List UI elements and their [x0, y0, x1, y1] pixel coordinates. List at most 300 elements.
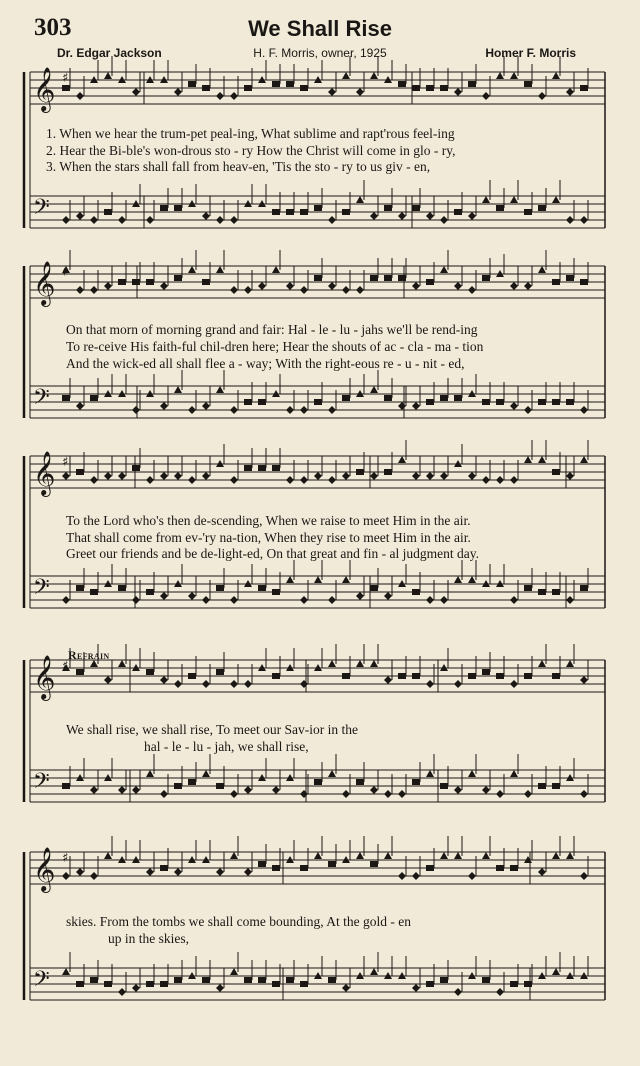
- shape-note: [440, 266, 448, 273]
- shape-note: [328, 660, 336, 667]
- shape-note: [524, 81, 532, 87]
- shape-note: [160, 205, 168, 211]
- shape-note: [440, 395, 448, 401]
- shape-note: [216, 669, 224, 675]
- sharp-icon: ♯: [62, 455, 69, 470]
- shape-note: [510, 402, 518, 410]
- lyric-line: Greet our friends and be de-light-ed, On that great and fin - al judgment day.: [66, 546, 479, 561]
- composer-credit: Homer F. Morris: [485, 46, 576, 60]
- shape-note: [426, 85, 434, 91]
- shape-note: [62, 968, 70, 975]
- shape-note: [76, 669, 84, 675]
- shape-note: [468, 673, 476, 679]
- shape-note: [370, 472, 378, 480]
- shape-note: [510, 981, 518, 987]
- shape-note: [300, 790, 308, 798]
- shape-note: [426, 212, 434, 220]
- shape-note: [370, 275, 378, 281]
- shape-note: [300, 680, 308, 688]
- shape-note: [118, 216, 126, 224]
- shape-note: [118, 988, 126, 996]
- shape-note: [76, 286, 84, 294]
- shape-note: [160, 676, 168, 684]
- shape-note: [160, 592, 168, 600]
- shape-note: [202, 85, 210, 91]
- shape-note: [440, 596, 448, 604]
- treble-clef-icon: 𝄞: [33, 451, 56, 495]
- shape-note: [146, 770, 154, 777]
- shape-note: [272, 865, 280, 871]
- shape-note: [118, 660, 126, 667]
- shape-note: [132, 596, 140, 604]
- shape-note: [496, 988, 504, 996]
- shape-note: [538, 589, 546, 595]
- shape-note: [188, 673, 196, 679]
- shape-note: [286, 576, 294, 583]
- lyric-line: skies. From the tombs we shall come bounding, At the gold - en: [66, 914, 411, 929]
- shape-note: [552, 196, 560, 203]
- shape-note: [412, 402, 420, 410]
- shape-note: [174, 205, 182, 211]
- shape-note: [524, 406, 532, 414]
- shape-note: [482, 669, 490, 675]
- shape-note: [272, 673, 280, 679]
- shape-note: [328, 216, 336, 224]
- shape-note: [160, 402, 168, 410]
- shape-note: [356, 852, 364, 859]
- bass-clef-icon: 𝄢: [33, 385, 50, 415]
- shape-note: [482, 476, 490, 484]
- shape-note: [342, 790, 350, 798]
- shape-note: [412, 872, 420, 880]
- shape-note: [468, 286, 476, 294]
- shape-note: [230, 216, 238, 224]
- shape-note: [62, 216, 70, 224]
- shape-note: [314, 205, 322, 211]
- shape-note: [76, 585, 84, 591]
- shape-note: [76, 469, 84, 475]
- shape-note: [244, 868, 252, 876]
- shape-note: [244, 399, 252, 405]
- shape-note: [244, 286, 252, 294]
- shape-note: [202, 977, 210, 983]
- shape-note: [398, 81, 406, 87]
- shape-note: [356, 88, 364, 96]
- shape-note: [132, 279, 140, 285]
- shape-note: [538, 660, 546, 667]
- shape-note: [216, 984, 224, 992]
- shape-note: [202, 472, 210, 480]
- shape-note: [356, 779, 364, 785]
- shape-note: [342, 209, 350, 215]
- shape-note: [90, 872, 98, 880]
- shape-note: [244, 680, 252, 688]
- shape-note: [216, 266, 224, 273]
- lyric-line: And the wick-ed all shall flee a - way; With the right-eous re - u - nit - ed,: [66, 356, 465, 371]
- shape-note: [160, 865, 168, 871]
- shape-note: [440, 216, 448, 224]
- shape-note: [286, 282, 294, 290]
- lyric-line: To re-ceive His faith-ful chil-dren here; Hear the shouts of ac - cla - ma - tion: [66, 339, 484, 354]
- shape-note: [426, 472, 434, 480]
- shape-note: [384, 395, 392, 401]
- shape-note: [398, 212, 406, 220]
- shape-note: [468, 576, 476, 583]
- shape-note: [356, 592, 364, 600]
- shape-note: [454, 988, 462, 996]
- shape-note: [146, 589, 154, 595]
- shape-note: [76, 402, 84, 410]
- shape-note: [496, 476, 504, 484]
- shape-note: [342, 72, 350, 79]
- shape-note: [552, 469, 560, 475]
- shape-note: [552, 783, 560, 789]
- shape-note: [342, 395, 350, 401]
- shape-note: [412, 984, 420, 992]
- shape-note: [482, 92, 490, 100]
- shape-note: [384, 852, 392, 859]
- shape-note: [342, 984, 350, 992]
- shape-note: [314, 779, 322, 785]
- shape-note: [510, 282, 518, 290]
- shape-note: [426, 865, 434, 871]
- shape-note: [538, 868, 546, 876]
- shape-note: [118, 585, 126, 591]
- shape-note: [580, 790, 588, 798]
- treble-clef-icon: 𝄞: [33, 67, 56, 111]
- shape-note: [132, 984, 140, 992]
- shape-note: [146, 669, 154, 675]
- shape-note: [440, 852, 448, 859]
- shape-note: [482, 399, 490, 405]
- shape-note: [174, 868, 182, 876]
- shape-note: [328, 406, 336, 414]
- shape-note: [244, 465, 252, 471]
- shape-note: [398, 402, 406, 410]
- shape-note: [174, 88, 182, 96]
- shape-note: [62, 783, 70, 789]
- shape-note: [328, 596, 336, 604]
- shape-note: [440, 977, 448, 983]
- shape-note: [566, 216, 574, 224]
- shape-note: [538, 783, 546, 789]
- shape-note: [482, 977, 490, 983]
- shape-note: [454, 852, 462, 859]
- shape-note: [454, 88, 462, 96]
- shape-note: [342, 673, 350, 679]
- shape-note: [258, 861, 266, 867]
- shape-note: [412, 85, 420, 91]
- shape-note: [552, 279, 560, 285]
- shape-note: [328, 861, 336, 867]
- shape-note: [370, 386, 378, 393]
- shape-note: [384, 592, 392, 600]
- shape-note: [258, 465, 266, 471]
- shape-note: [384, 205, 392, 211]
- shape-note: [314, 576, 322, 583]
- shape-note: [188, 266, 196, 273]
- shape-note: [76, 212, 84, 220]
- shape-note: [524, 673, 532, 679]
- shape-note: [118, 472, 126, 480]
- shape-note: [314, 472, 322, 480]
- shape-note: [510, 72, 518, 79]
- shape-note: [160, 981, 168, 987]
- shape-note: [104, 852, 112, 859]
- shape-note: [454, 576, 462, 583]
- refrain-label: Refrain: [68, 648, 110, 662]
- shape-note: [146, 216, 154, 224]
- shape-note: [230, 92, 238, 100]
- shape-note: [370, 72, 378, 79]
- shape-note: [538, 92, 546, 100]
- shape-note: [370, 585, 378, 591]
- shape-note: [258, 977, 266, 983]
- shape-note: [566, 399, 574, 405]
- shape-note: [230, 406, 238, 414]
- shape-note: [580, 85, 588, 91]
- shape-note: [76, 981, 84, 987]
- shape-note: [524, 209, 532, 215]
- shape-note: [328, 977, 336, 983]
- shape-note: [356, 196, 364, 203]
- shape-note: [300, 406, 308, 414]
- shape-note: [496, 72, 504, 79]
- shape-note: [216, 386, 224, 393]
- shape-note: [580, 585, 588, 591]
- shape-note: [104, 209, 112, 215]
- shape-note: [202, 279, 210, 285]
- shape-note: [384, 676, 392, 684]
- shape-note: [566, 852, 574, 859]
- shape-note: [552, 399, 560, 405]
- shape-note: [216, 783, 224, 789]
- lyric-line: That shall come from ev-'ry na-tion, When they rise to meet Him in the air.: [66, 530, 471, 545]
- shape-note: [426, 399, 434, 405]
- shape-note: [160, 282, 168, 290]
- shape-note: [188, 592, 196, 600]
- shape-note: [510, 865, 518, 871]
- shape-note: [188, 406, 196, 414]
- shape-note: [230, 476, 238, 484]
- bass-clef-icon: 𝄢: [33, 967, 50, 997]
- shape-note: [440, 472, 448, 480]
- shape-note: [230, 286, 238, 294]
- shape-note: [300, 865, 308, 871]
- shape-note: [426, 981, 434, 987]
- shape-note: [580, 406, 588, 414]
- shape-note: [300, 209, 308, 215]
- shape-note: [426, 680, 434, 688]
- shape-note: [300, 596, 308, 604]
- shape-note: [132, 465, 140, 471]
- lyric-line: 1. When we hear the trum-pet peal-ing, What sublime and rapt'rous feel-ing: [46, 126, 455, 141]
- shape-note: [580, 676, 588, 684]
- shape-note: [384, 275, 392, 281]
- lyric-line: up in the skies,: [108, 931, 189, 946]
- shape-note: [174, 472, 182, 480]
- shape-note: [272, 465, 280, 471]
- shape-note: [580, 279, 588, 285]
- shape-note: [440, 85, 448, 91]
- shape-note: [482, 275, 490, 281]
- shape-note: [174, 386, 182, 393]
- shape-note: [132, 406, 140, 414]
- shape-note: [412, 472, 420, 480]
- shape-note: [454, 680, 462, 688]
- shape-note: [370, 786, 378, 794]
- shape-note: [230, 680, 238, 688]
- shape-note: [216, 585, 224, 591]
- shape-note: [510, 196, 518, 203]
- shape-note: [412, 205, 420, 211]
- shape-note: [566, 275, 574, 281]
- lyric-line: hal - le - lu - jah, we shall rise,: [144, 739, 309, 754]
- shape-note: [496, 399, 504, 405]
- shape-note: [398, 275, 406, 281]
- shape-note: [454, 209, 462, 215]
- shape-note: [244, 786, 252, 794]
- shape-note: [90, 786, 98, 794]
- lyric-line: To the Lord who's then de-scending, When we raise to meet Him in the air.: [66, 513, 471, 528]
- shape-note: [202, 596, 210, 604]
- shape-note: [258, 399, 266, 405]
- shape-note: [482, 786, 490, 794]
- shape-note: [356, 469, 364, 475]
- lyric-line: 3. When the stars shall fall from heav-en, 'Tis the sto - ry to us giv - en,: [46, 159, 431, 174]
- sharp-icon: ♯: [62, 851, 69, 866]
- bass-clef-icon: 𝄢: [33, 575, 50, 605]
- shape-note: [426, 596, 434, 604]
- shape-note: [580, 216, 588, 224]
- shape-note: [104, 981, 112, 987]
- shape-note: [132, 786, 140, 794]
- shape-note: [580, 456, 588, 463]
- shape-note: [566, 596, 574, 604]
- shape-note: [258, 585, 266, 591]
- shape-note: [510, 680, 518, 688]
- shape-note: [104, 676, 112, 684]
- shape-note: [370, 212, 378, 220]
- treble-clef-icon: 𝄞: [33, 261, 56, 305]
- shape-note: [202, 770, 210, 777]
- shape-note: [538, 399, 546, 405]
- shape-note: [90, 286, 98, 294]
- shape-note: [216, 216, 224, 224]
- shape-note: [328, 282, 336, 290]
- shape-note: [258, 282, 266, 290]
- shape-note: [188, 476, 196, 484]
- shape-note: [496, 790, 504, 798]
- hymn-title: We Shall Rise: [248, 16, 392, 41]
- shape-note: [412, 779, 420, 785]
- lyricist-credit: Dr. Edgar Jackson: [57, 46, 162, 60]
- shape-note: [174, 275, 182, 281]
- shape-note: [370, 861, 378, 867]
- shape-note: [468, 81, 476, 87]
- shape-note: [244, 85, 252, 91]
- shape-note: [300, 981, 308, 987]
- shape-note: [426, 770, 434, 777]
- shape-note: [552, 968, 560, 975]
- shape-note: [356, 660, 364, 667]
- shape-note: [118, 786, 126, 794]
- shape-note: [440, 783, 448, 789]
- shape-note: [174, 783, 182, 789]
- shape-note: [552, 673, 560, 679]
- shape-note: [272, 209, 280, 215]
- sharp-icon: ♯: [62, 71, 69, 86]
- shape-note: [468, 872, 476, 880]
- shape-note: [314, 852, 322, 859]
- shape-note: [188, 81, 196, 87]
- shape-note: [300, 85, 308, 91]
- shape-note: [202, 402, 210, 410]
- shape-note: [328, 88, 336, 96]
- shape-note: [104, 282, 112, 290]
- shape-note: [552, 852, 560, 859]
- shape-note: [468, 472, 476, 480]
- treble-clef-icon: 𝄞: [33, 847, 56, 891]
- shape-note: [398, 456, 406, 463]
- shape-note: [90, 395, 98, 401]
- shape-note: [216, 868, 224, 876]
- shape-note: [314, 275, 322, 281]
- shape-note: [300, 286, 308, 294]
- shape-note: [552, 72, 560, 79]
- shape-note: [76, 92, 84, 100]
- shape-note: [76, 868, 84, 876]
- shape-note: [356, 286, 364, 294]
- shape-note: [370, 660, 378, 667]
- shape-note: [286, 476, 294, 484]
- bass-clef-icon: 𝄢: [33, 769, 50, 799]
- shape-note: [524, 585, 532, 591]
- shape-note: [496, 205, 504, 211]
- shape-note: [202, 212, 210, 220]
- shape-note: [230, 790, 238, 798]
- shape-note: [286, 977, 294, 983]
- shape-note: [300, 476, 308, 484]
- shape-note: [230, 968, 238, 975]
- shape-note: [244, 977, 252, 983]
- shape-note: [454, 282, 462, 290]
- shape-note: [62, 872, 70, 880]
- shape-note: [62, 395, 70, 401]
- shape-note: [510, 770, 518, 777]
- shape-note: [62, 596, 70, 604]
- shape-note: [104, 72, 112, 79]
- shape-note: [174, 680, 182, 688]
- shape-note: [510, 476, 518, 484]
- shape-note: [524, 981, 532, 987]
- shape-note: [538, 205, 546, 211]
- shape-note: [286, 209, 294, 215]
- shape-note: [146, 868, 154, 876]
- shape-note: [566, 660, 574, 667]
- lyric-line: 2. Hear the Bi-ble's won-drous sto - ry How the Christ will come in glo - ry,: [46, 143, 456, 158]
- shape-note: [342, 286, 350, 294]
- shape-note: [482, 196, 490, 203]
- shape-note: [384, 469, 392, 475]
- shape-note: [482, 852, 490, 859]
- shape-note: [426, 279, 434, 285]
- lyric-line: On that morn of morning grand and fair: Hal - le - lu - jahs we'll be rend-ing: [66, 322, 478, 337]
- shape-note: [524, 790, 532, 798]
- shape-note: [272, 786, 280, 794]
- shape-note: [146, 981, 154, 987]
- shape-note: [202, 680, 210, 688]
